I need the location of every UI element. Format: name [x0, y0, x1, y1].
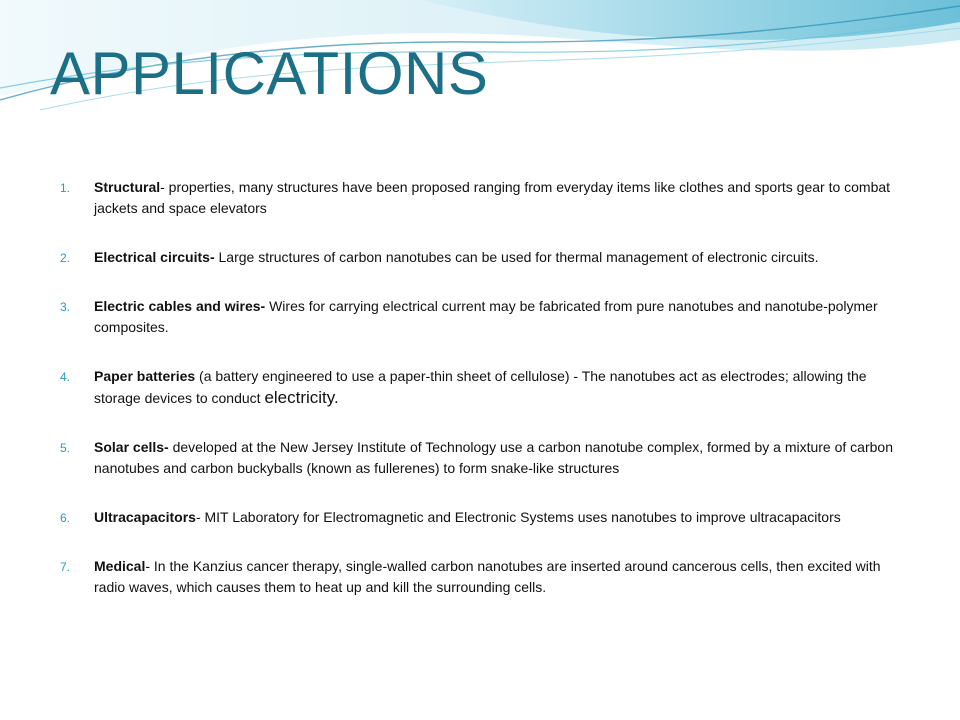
item-text-tail: electricity.	[264, 388, 339, 407]
applications-list	[60, 177, 900, 626]
list-item	[60, 556, 900, 598]
item-text: - MIT Laboratory for Electromagnetic and Electronic Systems uses nanotubes to improve ultracapacitors	[195, 509, 841, 525]
list-item	[60, 177, 900, 219]
item-term: Paper batteries	[94, 368, 196, 384]
list-number: 2.	[60, 251, 71, 265]
list-number: 3.	[60, 300, 71, 314]
item-text: developed at the New Jersey Institute of Technology use a carbon nanotube complex, formed by a mixture of carbon nanotubes and carbon buckyballs (known as fullerenes) to form snake-like structures	[94, 439, 893, 476]
item-text: - properties, many structures have been proposed ranging from everyday items like clothes and sports gear to combat jackets and space elevators	[94, 179, 891, 216]
list-number: 5.	[60, 441, 71, 455]
page-title: APPLICATIONS	[50, 40, 489, 107]
item-term: Electrical circuits-	[94, 249, 215, 265]
item-term: Ultracapacitors	[94, 509, 196, 525]
item-text: Large structures of carbon nanotubes can be used for thermal management of electronic circuits.	[214, 249, 819, 265]
item-text: (a battery engineered to use a paper-thin sheet of cellulose) - The nanotubes act as electrodes; allowing the storage devices to conduct	[94, 368, 867, 406]
list-item	[60, 437, 900, 479]
item-term: Solar cells-	[94, 439, 169, 455]
item-term: Medical	[94, 558, 146, 574]
item-term: Electric cables and wires-	[94, 298, 266, 314]
item-term: Structural	[94, 179, 161, 195]
list-item	[60, 247, 900, 268]
list-number: 4.	[60, 370, 71, 384]
list-number: 7.	[60, 560, 71, 574]
list-item	[60, 296, 900, 338]
list-number: 6.	[60, 511, 71, 525]
list-item	[60, 366, 900, 409]
item-text: - In the Kanzius cancer therapy, single-walled carbon nanotubes are inserted around cancerous cells, then excited with radio waves, which causes them to heat up and kill the surrounding cells.	[94, 558, 881, 595]
list-item	[60, 507, 900, 528]
item-text: Wires for carrying electrical current may be fabricated from pure nanotubes and nanotube-polymer composites.	[94, 298, 878, 335]
list-number: 1.	[60, 181, 71, 195]
